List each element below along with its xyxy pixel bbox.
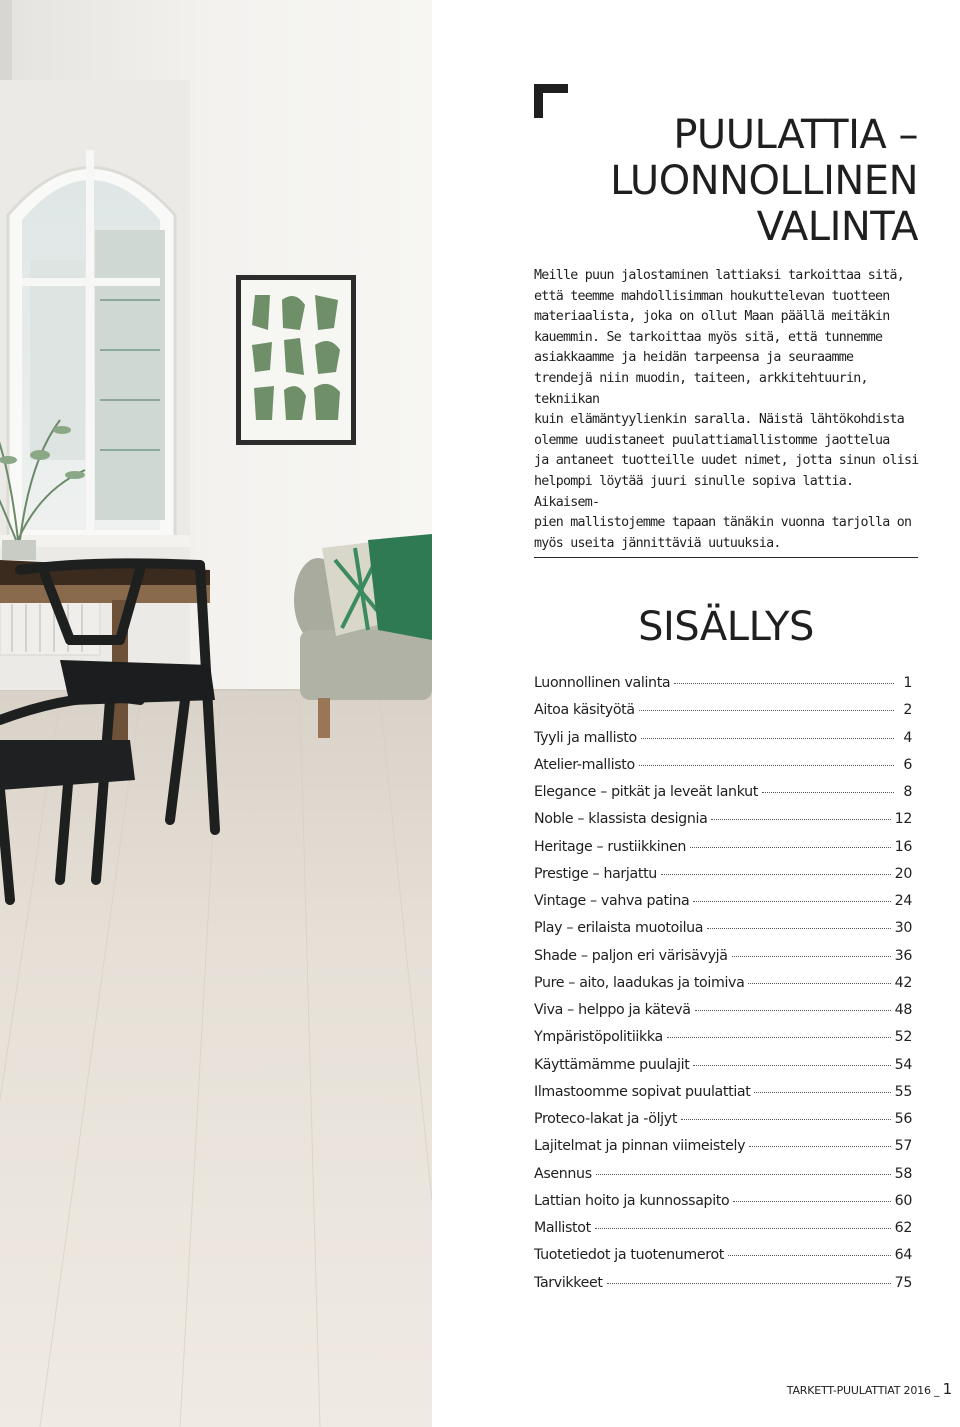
toc-item-page: 52 (894, 1029, 912, 1046)
toc-item-page: 24 (894, 893, 912, 909)
page-title (540, 112, 918, 250)
toc-item-page: 62 (894, 1220, 912, 1236)
table-of-contents (534, 670, 912, 1297)
toc-item-label: Elegance – pitkät ja leveät lankut (534, 784, 758, 800)
toc-item-label: Vintage – vahva patina (534, 893, 690, 909)
toc-leader-dots (749, 1146, 890, 1147)
toc-leader-dots (639, 710, 894, 711)
toc-leader-dots (733, 1201, 890, 1202)
toc-item-label: Atelier-mallisto (534, 756, 635, 773)
toc-row[interactable] (534, 888, 912, 915)
toc-item-page: 55 (894, 1083, 912, 1100)
toc-row[interactable] (534, 697, 912, 724)
toc-leader-dots (754, 1092, 890, 1093)
toc-leader-dots (711, 819, 890, 820)
toc-leader-dots (681, 1119, 891, 1120)
toc-leader-dots (667, 1037, 891, 1038)
page-footer (787, 1380, 952, 1398)
toc-item-label: Tyyli ja mallisto (534, 729, 637, 746)
toc-row[interactable] (534, 779, 912, 806)
toc-leader-dots (607, 1283, 891, 1284)
toc-leader-dots (639, 765, 894, 766)
toc-item-page: 30 (894, 920, 912, 937)
toc-row[interactable] (534, 915, 912, 942)
toc-item-page: 60 (894, 1192, 912, 1209)
toc-leader-dots (748, 983, 890, 984)
toc-item-label: Lajitelmat ja pinnan viimeistely (534, 1138, 746, 1155)
toc-row[interactable] (534, 834, 912, 861)
toc-row[interactable] (534, 806, 912, 833)
toc-row[interactable] (534, 970, 912, 997)
toc-item-label: Ympäristöpolitiikka (534, 1029, 663, 1046)
toc-item-page: 54 (894, 1056, 912, 1073)
toc-item-label: Mallistot (534, 1220, 591, 1236)
toc-row[interactable] (534, 861, 912, 888)
toc-leader-dots (596, 1174, 891, 1175)
section-divider (534, 557, 918, 558)
toc-item-label: Asennus (534, 1165, 592, 1182)
toc-leader-dots (674, 683, 894, 684)
toc-row[interactable] (534, 943, 912, 970)
toc-item-label: Heritage – rustiikkinen (534, 838, 686, 855)
toc-item-label: Käyttämämme puulajit (534, 1056, 690, 1073)
intro-paragraph: Meille puun jalostaminen lattiaksi tarkoittaa sitä, että teemme mahdollisimman houkuttelevan tuotteen materiaalista, joka on ollut Maan päällä meitäkin kauemmin. Se tarkoittaa myös sitä, että tunnemme asiakkaamme ja heidän tarpeensa ja seuraamme trendejä niin muodin, taiteen, arkkitehtuurin, tekniikan kuin elämäntyylienkin saralla. Näistä lähtökohdista olemme uudistaneet puulattiamallistomme jaottelua ja antaneet tuotteille uudet nimet, jotta sinun olisi helpompi löytää juuri sinulle sopiva lattia. Aikaisem- pien mallistojemme tapaan tänäkin vuonna tarjolla on myös useita jännittäviä uutuuksia. (534, 268, 919, 551)
toc-item-label: Shade – paljon eri värisävyjä (534, 947, 728, 964)
toc-item-label: Proteco-lakat ja -öljyt (534, 1111, 678, 1127)
toc-row[interactable] (534, 1215, 912, 1242)
framed-botanical-print-icon (236, 275, 356, 445)
toc-row[interactable] (534, 725, 912, 752)
toc-leader-dots (728, 1255, 891, 1256)
radiator (0, 600, 100, 655)
toc-item-page: 48 (894, 1002, 912, 1018)
toc-item-page: 2 (903, 702, 912, 719)
toc-item-label: Viva – helppo ja kätevä (534, 1002, 691, 1018)
toc-row[interactable] (534, 997, 912, 1024)
toc-item-label: Lattian hoito ja kunnossapito (534, 1192, 730, 1209)
toc-leader-dots (693, 1065, 890, 1066)
toc-row[interactable] (534, 752, 912, 779)
toc-leader-dots (762, 792, 894, 793)
toc-item-label: Noble – klassista designia (534, 811, 708, 828)
toc-item-page: 75 (894, 1274, 912, 1291)
toc-item-page: 36 (894, 947, 912, 964)
toc-item-page: 20 (894, 865, 912, 882)
toc-item-page: 6 (903, 756, 912, 773)
toc-item-label: Play – erilaista muotoilua (534, 920, 704, 937)
toc-item-label: Tuotetiedot ja tuotenumerot (534, 1247, 724, 1264)
toc-item-label: Tarvikkeet (534, 1274, 603, 1291)
toc-row[interactable] (534, 1242, 912, 1269)
toc-row[interactable] (534, 1133, 912, 1160)
toc-item-page: 8 (903, 784, 912, 800)
footer-page-number: 1 (942, 1380, 952, 1398)
title-line: LUONNOLLINEN (610, 158, 918, 204)
toc-item-page: 12 (894, 811, 912, 828)
footer-text: TARKETT-PUULATTIAT 2016 _ (786, 1384, 940, 1397)
toc-row[interactable] (534, 1188, 912, 1215)
toc-item-label: Pure – aito, laadukas ja toimiva (534, 974, 745, 991)
toc-item-page: 42 (894, 974, 912, 991)
toc-item-page: 64 (894, 1247, 912, 1264)
toc-item-page: 56 (894, 1111, 912, 1127)
toc-row[interactable] (534, 1024, 912, 1051)
title-line: VALINTA (756, 204, 918, 250)
toc-leader-dots (732, 956, 891, 957)
toc-item-label: Ilmastoomme sopivat puulattiat (534, 1083, 751, 1100)
toc-title: SISÄLLYS (638, 604, 814, 650)
toc-leader-dots (661, 874, 891, 875)
toc-item-page: 16 (894, 838, 912, 855)
toc-row[interactable] (534, 1161, 912, 1188)
title-line: PUULATTIA – (673, 112, 918, 158)
interior-photo (0, 0, 432, 1427)
toc-item-label: Aitoa käsityötä (534, 702, 635, 719)
toc-item-page: 58 (894, 1165, 912, 1182)
toc-row[interactable] (534, 1270, 912, 1297)
toc-item-page: 57 (894, 1138, 912, 1155)
cushion-icon (322, 534, 432, 640)
toc-leader-dots (595, 1228, 891, 1229)
interior-illustration (0, 0, 432, 1427)
toc-row[interactable] (534, 670, 912, 697)
toc-item-label: Prestige – harjattu (534, 865, 657, 882)
toc-item-page: 4 (903, 729, 912, 746)
toc-row[interactable] (534, 1106, 912, 1133)
toc-item-page: 1 (903, 675, 912, 691)
toc-leader-dots (641, 738, 894, 739)
toc-leader-dots (707, 928, 890, 929)
toc-leader-dots (690, 847, 891, 848)
toc-leader-dots (695, 1010, 891, 1011)
toc-row[interactable] (534, 1079, 912, 1106)
toc-item-label: Luonnollinen valinta (534, 675, 671, 691)
toc-leader-dots (693, 901, 890, 902)
toc-row[interactable] (534, 1052, 912, 1079)
